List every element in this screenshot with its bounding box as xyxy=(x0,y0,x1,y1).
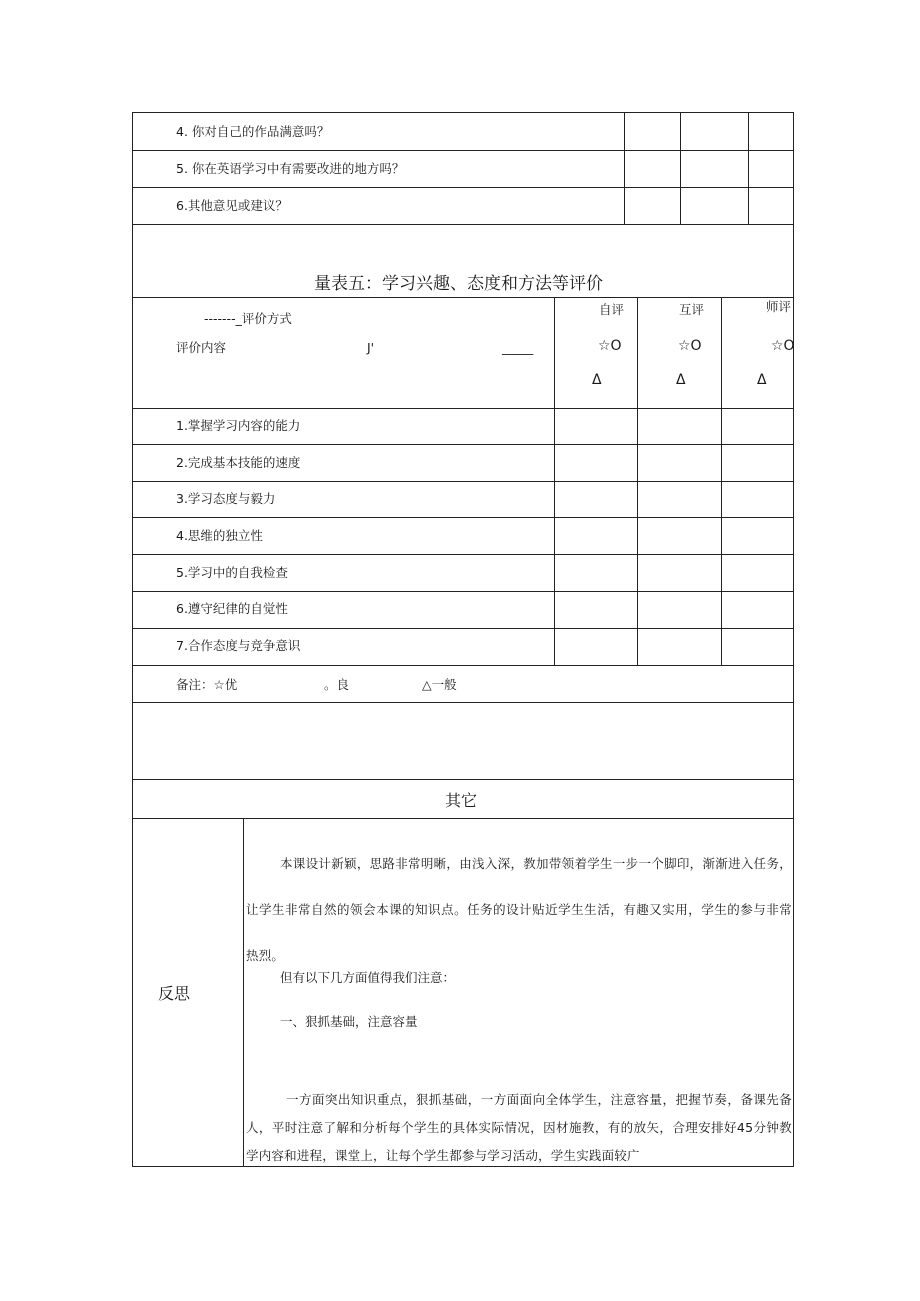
survey-question: 4. 你对自己的作品满意吗？ xyxy=(176,124,330,139)
table5-title: 量表五：学习兴趣、态度和方法等评价 xyxy=(314,274,603,294)
row-divider xyxy=(132,150,794,151)
row-divider xyxy=(132,702,794,703)
rating-symbol-average: Δ xyxy=(676,372,686,388)
row-divider xyxy=(132,187,794,188)
col-divider xyxy=(243,818,244,1167)
table-border-left xyxy=(132,112,133,1167)
rating-symbols: ☆O xyxy=(598,338,622,354)
rating-symbols: ☆O xyxy=(678,338,702,354)
evaluation-item: 1.掌握学习内容的能力 xyxy=(176,418,301,433)
survey-question: 5. 你在英语学习中有需要改进的地方吗？ xyxy=(176,161,405,176)
row-divider xyxy=(132,297,794,298)
column-header-peer: 互评 xyxy=(679,302,705,317)
evaluation-item: 4.思维的独立性 xyxy=(176,528,263,543)
evaluation-item: 2.完成基本技能的速度 xyxy=(176,455,301,470)
header-mark: J' xyxy=(367,340,375,355)
evaluation-item: 7.合作态度与竞争意识 xyxy=(176,638,301,653)
survey-question: 6.其他意见或建议？ xyxy=(176,198,288,213)
row-divider xyxy=(132,591,794,592)
note-average: △一般 xyxy=(422,677,457,692)
reflection-paragraph: 一方面突出知识重点，狠抓基础，一方面面向全体学生，注意容量，把握节奏，备课先备人，平时注意了解和分析每个学生的具体实际情况，因材施教，有的放矢，合理安排好45分钟教学内容和进程，课堂上，让每个学生都参与学习活动，学生实践面较广 xyxy=(246,1092,792,1163)
row-divider xyxy=(132,665,794,666)
col-divider xyxy=(680,112,681,224)
row-divider xyxy=(132,408,794,409)
reflection-paragraph: 但有以下几方面值得我们注意： xyxy=(280,970,456,985)
other-title: 其它 xyxy=(445,791,478,810)
row-divider xyxy=(132,554,794,555)
rating-symbol-average: Δ xyxy=(592,372,602,388)
row-divider xyxy=(132,779,794,780)
reflection-label: 反思 xyxy=(158,984,191,1003)
note-excellent: 备注：☆优 xyxy=(176,677,238,692)
rating-symbols: ☆O xyxy=(771,338,795,354)
table-border-top xyxy=(132,112,794,113)
evaluation-item: 3.学习态度与毅力 xyxy=(176,491,276,506)
header-evaluation-content: 评价内容 xyxy=(176,340,227,355)
note-good: 。良 xyxy=(324,677,350,692)
reflection-paragraph: 一、狠抓基础，注意容量 xyxy=(280,1014,418,1029)
header-evaluation-method: -------_评价方式 xyxy=(204,311,292,326)
column-header-teacher: 师评 xyxy=(766,299,792,314)
col-divider xyxy=(624,112,625,224)
rating-symbol-average: Δ xyxy=(757,372,767,388)
evaluation-item: 5.学习中的自我检查 xyxy=(176,565,288,580)
row-divider xyxy=(132,818,794,819)
column-header-self: 自评 xyxy=(599,302,625,317)
row-divider xyxy=(132,628,794,629)
header-underline: _____ xyxy=(502,340,534,355)
reflection-paragraph: 本课设计新颖，思路非常明晰，由浅入深，教加带领着学生一步一个脚印，渐渐进入任务，让学生非常自然的领会本课的知识点。任务的设计贴近学生生活，有趣又实用，学生的参与非常热烈。 xyxy=(246,856,792,963)
col-divider xyxy=(748,112,749,224)
table-border-bottom xyxy=(132,1166,794,1167)
row-divider xyxy=(132,481,794,482)
row-divider xyxy=(132,224,794,225)
row-divider xyxy=(132,517,794,518)
evaluation-item: 6.遵守纪律的自觉性 xyxy=(176,601,288,616)
table-border-right xyxy=(793,112,794,1167)
row-divider xyxy=(132,444,794,445)
